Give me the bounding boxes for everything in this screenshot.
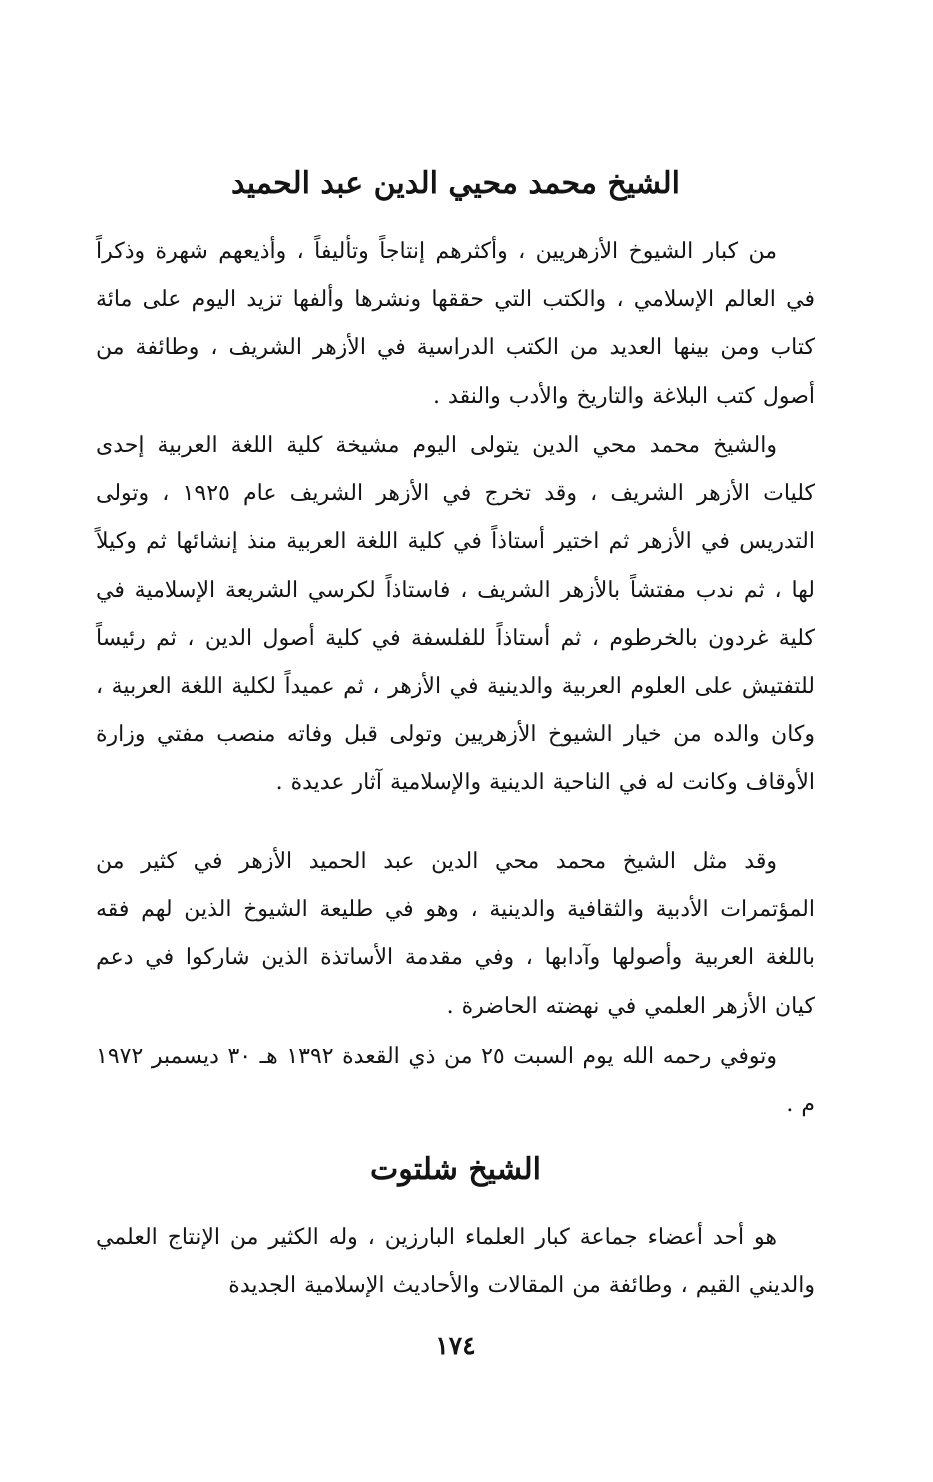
paragraph-intro: من كبار الشيوخ الأزهريين ، وأكثرهم إنتاجاً وتأليفاً ، وأذيعهم شهرة وذكراً في العالم الإسلامي ، والكتب التي حققها ونشرها وألفها تزيد اليوم على مائة كتاب ومن بينها العديد من الكتب الدراسية في الأزهر الشريف ، وطائفة من أصول كتب البلاغة والتاريخ والأدب والنقد . bbox=[96, 239, 815, 409]
paragraph-representation: وقد مثل الشيخ محمد محي الدين عبد الحميد الأزهر في كثير من المؤتمرات الأدبية والثقافية والدينية ، وهو في طليعة الشيوخ الذين لهم فقه باللغة العربية وأصولها وآدابها ، وفي مقدمة الأساتذة الذين شاركوا في دعم كيان الأزهر العلمي في نهضته الحاضرة . bbox=[96, 849, 815, 1019]
book-page bbox=[96, 0, 815, 1482]
section-heading-muhyiddin: الشيخ محمد محيي الدين عبد الحميد bbox=[231, 166, 680, 201]
paragraph-death: وتوفي رحمه الله يوم السبت ٢٥ من ذي القعدة ١٣٩٢ هـ ٣٠ ديسمبر ١٩٧٢ م . bbox=[96, 1044, 815, 1118]
paragraph-career: والشيخ محمد محي الدين يتولى اليوم مشيخة كلية اللغة العربية إحدى كليات الأزهر الشريف ، وقد تخرج في الأزهر الشريف عام ١٩٢٥ ، وتولى التدريس في الأزهر ثم اختير أستاذاً في كلية اللغة العربية منذ إنشائها ثم وكيلاً لها ، ثم ندب مفتشاً بالأزهر الشريف ، فاستاذاً لكرسي الشريعة الإسلامية في كلية غردون بالخرطوم ، ثم أستاذاً للفلسفة في كلية أصول الدين ، ثم رئيساً للتفتيش على العلوم العربية والدينية في الأزهر ، ثم عميداً لكلية اللغة العربية ، وكان والده من خيار الشيوخ الأزهريين وتولى قبل وفاته منصب مفتي وزارة الأوقاف وكانت له في الناحية الدينية والإسلامية آثار عديدة . bbox=[96, 433, 815, 796]
page-number: ١٧٤ bbox=[435, 1331, 476, 1360]
paragraph-shaltut: هو أحد أعضاء جماعة كبار العلماء البارزين ، وله الكثير من الإنتاج العلمي والديني القيم ، وطائفة من المقالات والأحاديث الإسلامية الجديدة bbox=[96, 1225, 815, 1299]
section-heading-shaltut: الشيخ شلتوت bbox=[370, 1152, 541, 1187]
